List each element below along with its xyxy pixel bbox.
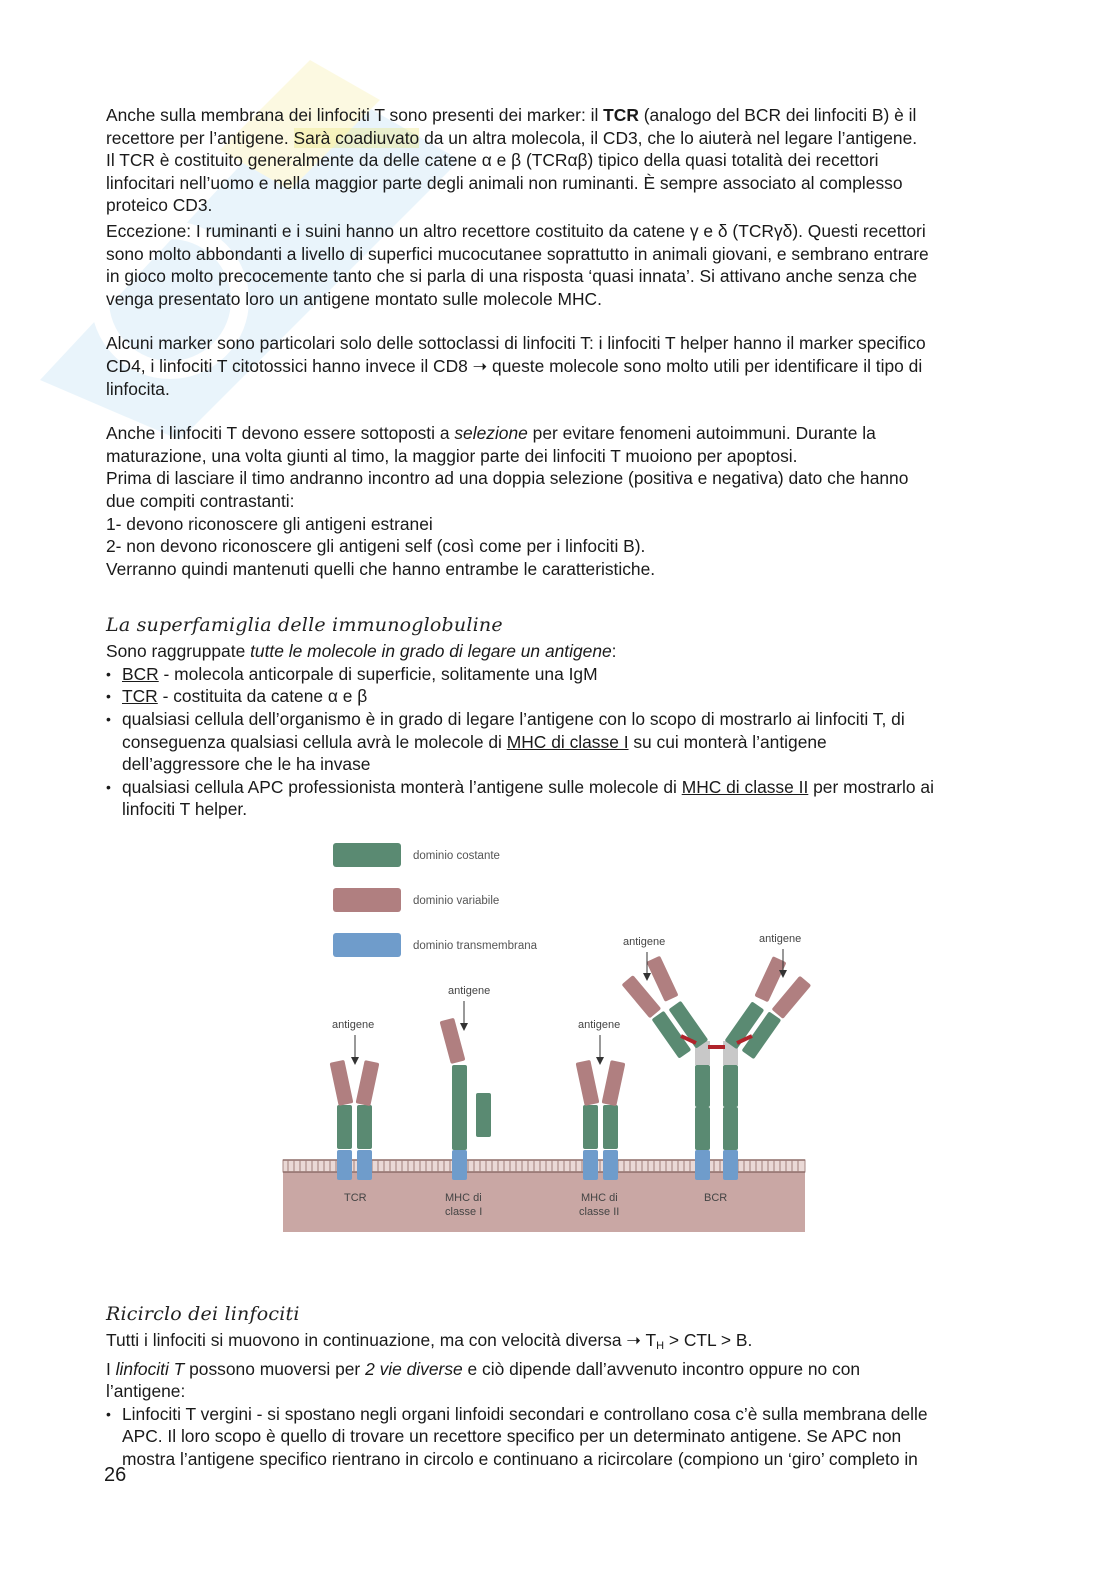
legend-label-transmembrane: dominio transmembrana (413, 940, 538, 953)
paragraph-exception-line2: sono molto abbondanti a livello di superfici mucocutanee soprattutto in animali giovani, e sembrano entrare (106, 243, 929, 264)
paragraph-tcr-line3: Il TCR è costituito generalmente da delle catene α e β (TCRαβ) tipico della quasi totalità dei recettori (106, 150, 879, 171)
paragraph-exception-line3: in gioco molto precocemente tanto che si parla di una risposta ‘quasi innata’. Si attivano anche senza che (106, 266, 918, 287)
label-mhc2-line1: MHC di (581, 1192, 618, 1205)
paragraph-selection-line7: Verranno quindi mantenuti quelli che hanno entrambe le caratteristiche. (106, 558, 656, 579)
list-item-mhc2: • qualsiasi cellula APC professionista monterà l’antigene sulle molecole di MHC di classe II per mostrarlo ai linfociti T helper. (106, 776, 1006, 821)
label-tcr: TCR (344, 1192, 367, 1205)
main-content (106, 104, 1006, 1471)
section-heading-superfamily: La superfamiglia delle immunoglobuline (106, 614, 503, 637)
label-mhc1-line1: MHC di (445, 1192, 482, 1205)
paragraph-tcr-line2: recettore per l’antigene. Sarà coadiuvato da un altra molecola, il CD3, che lo aiuterà nel legare l’antigene. (106, 127, 918, 148)
paragraph-tcr-line5: proteico CD3. (106, 195, 213, 216)
legend-label-constant: dominio costante (413, 850, 500, 863)
antigen-label-bcr-left: antigene (623, 936, 666, 949)
paragraph-selection-line2: maturazione, una volta giunti al timo, la maggior parte dei linfociti T muoiono per apoptosi. (106, 445, 798, 466)
antigen-arrowhead-bcr-left (643, 973, 651, 981)
antigen-arrowhead-mhc2 (596, 1057, 604, 1065)
legend-swatch-constant (333, 843, 401, 867)
antigen-label-bcr-right: antigene (759, 933, 802, 946)
antigen-arrowhead-tcr (351, 1057, 359, 1065)
paragraph-markers-line2: CD4, i linfociti T citotossici hanno invece il CD8 ➝ queste molecole sono molto utili per identificare il tipo di (106, 355, 923, 376)
recirculation-list (106, 1403, 1006, 1471)
antigen-label-mhc1: antigene (448, 985, 491, 998)
list-item-tcr: • TCR - costituita da catene α e β (106, 685, 1006, 708)
superfamily-list (106, 663, 1006, 821)
list-item-bcr: • BCR - molecola anticorpale di superficie, solitamente una IgM (106, 663, 1006, 686)
recirculation-line1: Tutti i linfociti si muovono in continuazione, ma con velocità diversa ➝ $T_H$ > CTL > B. (106, 1330, 753, 1353)
bcr-molecule (621, 956, 811, 1180)
legend-swatch-transmembrane (333, 933, 401, 957)
label-mhc1-line2: classe I (445, 1206, 483, 1219)
paragraph-exception-line4: venga presentato loro un antigene montato sulle molecole MHC. (106, 288, 602, 309)
figure-svg (106, 829, 1006, 1249)
paragraph-exception-line1: Eccezione: I ruminanti e i suini hanno un altro recettore costituito da catene γ e δ (TCRγδ). Questi recettori (106, 220, 926, 241)
antigen-label-mhc2: antigene (578, 1019, 621, 1032)
paragraph-selection-line5: 1- devono riconoscere gli antigeni estranei (106, 513, 433, 534)
label-bcr: BCR (704, 1192, 728, 1205)
legend-swatch-variable (333, 888, 401, 912)
section-heading-recirculation: Ricirclo dei linfociti (106, 1303, 300, 1326)
superfamily-lead: Sono raggruppate tutte le molecole in grado di legare un antigene: (106, 641, 617, 662)
paragraph-selection-line4: due compiti contrastanti: (106, 490, 295, 511)
list-item-virgin-t: • Linfociti T vergini - si spostano negli organi linfoidi secondari e controllano cosa c’è sulla membrana delle APC. Il loro scopo è quello di trovare un recettore specifico per un determinato antigene. Se APC non mostra l’antigene specifico rientrano in circolo e continuano a ricircolare (compiono un ‘giro’ completo in (106, 1403, 1006, 1471)
paragraph-tcr-line1: Anche sulla membrana dei linfociti T sono presenti dei marker: il TCR (analogo del BCR dei linfociti B) è il (106, 105, 917, 125)
paragraph-tcr-line4: linfocitari nell’uomo e nella maggior parte degli animali non ruminanti. È sempre associato al complesso (106, 172, 903, 193)
recirculation-line3: l’antigene: (106, 1381, 186, 1402)
list-item-mhc1: • qualsiasi cellula dell’organismo è in grado di legare l’antigene con lo scopo di mostrarlo ai linfociti T, di conseguenza qualsiasi cellula avrà le molecole di MHC di classe I su cui monterà l’antigene dell’aggressore che le ha invase (106, 708, 1006, 776)
paragraph-selection-line6: 2- non devono riconoscere gli antigeni self (così come per i linfociti B). (106, 536, 646, 557)
label-mhc2-line2: classe II (579, 1206, 620, 1219)
mhc-class-i-molecule (440, 1018, 491, 1180)
paragraph-markers-line1: Alcuni marker sono particolari solo delle sottoclassi di linfociti T: i linfociti T helper hanno il marker specifico (106, 333, 926, 354)
recirculation-line2: I linfociti T possono muoversi per 2 vie diverse e ciò dipende dall’avvenuto incontro oppure no con (106, 1358, 861, 1379)
paragraph-selection-line3: Prima di lasciare il timo andranno incontro ad una doppia selezione (positiva e negativa) dato che hanno (106, 468, 909, 489)
antigen-label-tcr: antigene (332, 1019, 375, 1032)
paragraph-markers-line3: linfocita. (106, 378, 170, 399)
legend-label-variable: dominio variabile (413, 895, 500, 908)
paragraph-selection-line1: Anche i linfociti T devono essere sottoposti a selezione per evitare fenomeni autoimmuni. Durante la (106, 423, 876, 444)
page-number: 26 (104, 1464, 127, 1486)
antigen-arrowhead-mhc1 (460, 1023, 468, 1031)
immunoglobulin-figure (106, 829, 1006, 1249)
